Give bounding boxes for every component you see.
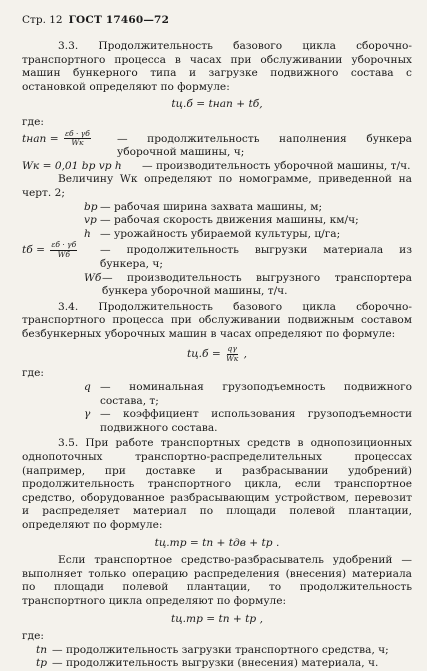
definition-row: γ — коэффициент использования грузоподъемности подвижного состава. xyxy=(84,408,412,434)
s35-definitions xyxy=(22,644,412,671)
definition-row: tп — продолжительность загрузки транспортного средства, ч; xyxy=(36,643,389,656)
definition-row: bр — рабочая ширина захвата машины, м; xyxy=(84,200,323,213)
tb-text: — продолжительность выгрузки материала из бункера, ч; xyxy=(100,244,412,270)
definition-row: q — номинальная грузоподъемность подвижного состава, т; xyxy=(84,381,412,407)
tb-numerator: εб · γб xyxy=(51,240,77,250)
wb-text: — производительность выгрузного транспортера бункера уборочной машины, т/ч. xyxy=(102,271,412,298)
wk-definition xyxy=(22,160,412,174)
wk-paragraph: Величину Wк определяют по номограмме, приведенной на черт. 2; xyxy=(22,173,412,199)
tnap-text: — продолжительность наполнения бункера уборочной машины, ч; xyxy=(117,132,412,159)
tnap-lhs: tнап = xyxy=(22,132,59,145)
formula-tctr-2: tц.тр = tп + tр , xyxy=(171,612,263,625)
section-3-4-paragraph: 3.4. Продолжительность базового цикла сборочно-транспортного процесса при обслуживании подвижным составом безбункерных уборочных машин в часах определяют по формуле: xyxy=(22,300,412,340)
page-number: Стр. 12 xyxy=(22,14,63,26)
formula-tcb: tц.б = tнап + tб, xyxy=(171,98,263,111)
definition-row: h — урожайность убираемой культуры, ц/га; xyxy=(84,227,341,240)
section-3-3-paragraph: 3.3. Продолжительность базового цикла сборочно-транспортного процесса в часах при обслуживании уборочных машин бункерного типа и загрузке подвижного состава с остановкой определяют по формуле: xyxy=(22,40,412,93)
tb-definition xyxy=(22,241,412,271)
wk-lhs: Wк = 0,01 bр vр h xyxy=(22,159,122,172)
tb-lhs: tб = xyxy=(22,244,45,257)
where-label: где: xyxy=(22,630,44,643)
formula-tctr-1: tц.тр = tп + tдв + tр . xyxy=(154,536,280,549)
s34-fraction: $\frac{q\gamma}{Wк}$ xyxy=(226,344,239,363)
tb-denominator: Wб xyxy=(57,249,70,259)
wb-definition xyxy=(84,272,412,299)
tnap-definition xyxy=(22,130,412,160)
page-content xyxy=(22,40,412,671)
section-3-5-paragraph-2: Если транспортное средство-разбрасыватель удобрений — выполняет только операцию распределения (внесения) материала по площади полевой плантации, то продолжительность транспортного цикла определяют по формуле: xyxy=(22,554,412,607)
where-label: где: xyxy=(22,367,44,380)
definition-row: vр — рабочая скорость движения машины, км/ч; xyxy=(84,214,359,227)
where-label: где: xyxy=(22,115,44,128)
tnap-fraction xyxy=(64,130,91,148)
s33-definitions xyxy=(22,201,412,242)
wk-text: — производительность уборочной машины, т/ч. xyxy=(142,159,411,172)
tb-fraction xyxy=(50,241,77,259)
definition-row: tр — продолжительность выгрузки (внесения) материала, ч. xyxy=(36,657,379,670)
wb-symbol: Wб xyxy=(84,271,102,284)
s34-definitions xyxy=(22,381,412,435)
page-header xyxy=(22,14,169,28)
tnap-numerator: εб · γб xyxy=(65,128,90,138)
section-3-5-paragraph: 3.5. При работе транспортных средств в однопозиционных однопоточных транспортно-распределительных процессах (например, при доставке и разбрасывании удобрений) продолжительность транспортного цикла, если транспортное средство, оборудованное разбрасывающим устройством, перевозит и распределяет материал по площади полевой плантации, определяют по формуле: xyxy=(22,437,412,531)
formula-tcb-2: tц.б = $\frac{q\gamma}{Wк}$ , xyxy=(186,344,248,363)
tnap-denominator: Wк xyxy=(71,138,84,148)
standard-number: ГОСТ 17460—72 xyxy=(68,14,170,26)
